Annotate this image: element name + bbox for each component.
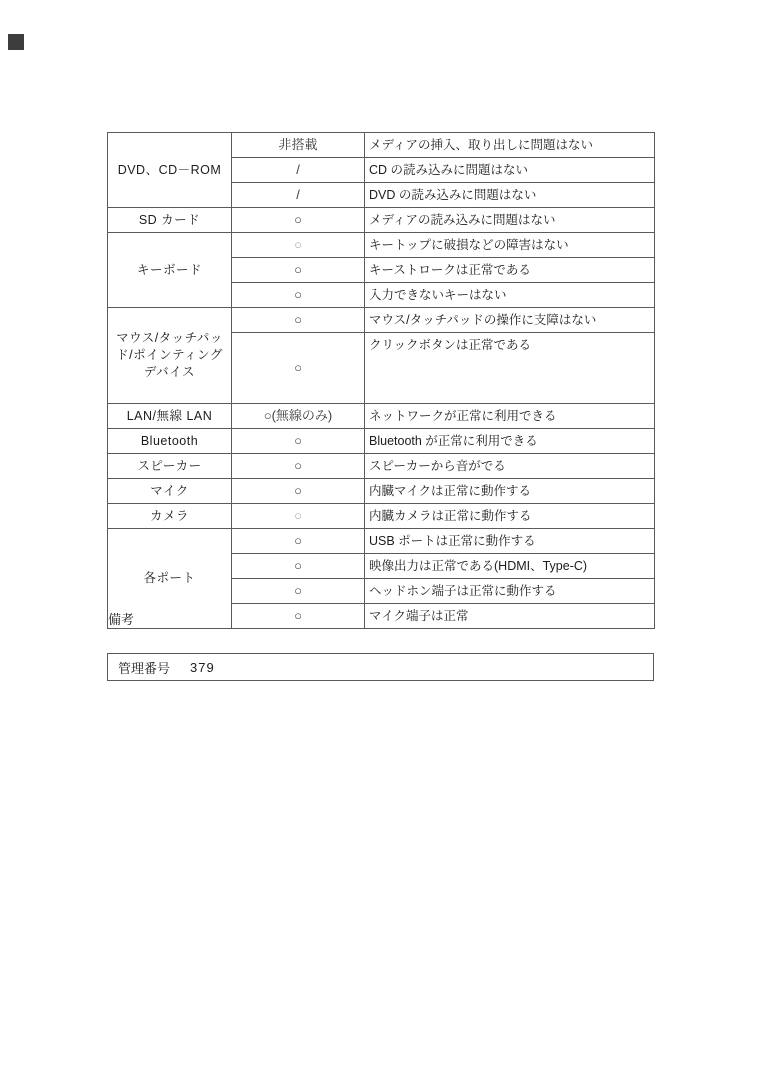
description-cell: スピーカーから音がでる xyxy=(365,454,655,479)
table-row xyxy=(108,308,655,333)
status-mark-cell: ○ xyxy=(232,579,365,604)
description-cell: キートップに破損などの障害はない xyxy=(365,233,655,258)
corner-mark xyxy=(8,34,24,50)
description-cell: 内臓カメラは正常に動作する xyxy=(365,504,655,529)
description-cell: クリックボタンは正常である xyxy=(365,333,655,404)
status-mark-cell: ○ xyxy=(232,208,365,233)
category-cell: マウス/タッチパッド/ポインティングデバイス xyxy=(108,308,232,404)
table-row xyxy=(108,133,655,158)
description-cell: 内臓マイクは正常に動作する xyxy=(365,479,655,504)
status-mark-cell: 非搭載 xyxy=(232,133,365,158)
table-row xyxy=(108,479,655,504)
status-mark-cell: ○ xyxy=(232,283,365,308)
description-cell: ネットワークが正常に利用できる xyxy=(365,404,655,429)
category-cell: LAN/無線 LAN xyxy=(108,404,232,429)
description-cell: メディアの挿入、取り出しに問題はない xyxy=(365,133,655,158)
category-cell: Bluetooth xyxy=(108,429,232,454)
inspection-table-wrap xyxy=(107,132,654,629)
description-cell: USB ポートは正常に動作する xyxy=(365,529,655,554)
description-cell: Bluetooth が正常に利用できる xyxy=(365,429,655,454)
status-mark-cell: ○(無線のみ) xyxy=(232,404,365,429)
status-mark-cell: / xyxy=(232,158,365,183)
description-cell: DVD の読み込みに問題はない xyxy=(365,183,655,208)
description-cell: マイク端子は正常 xyxy=(365,604,655,629)
status-mark-cell: / xyxy=(232,183,365,208)
category-cell: スピーカー xyxy=(108,454,232,479)
description-cell: 入力できないキーはない xyxy=(365,283,655,308)
notes-label: 備考 xyxy=(108,612,135,627)
status-mark-cell: ○ xyxy=(232,554,365,579)
table-row xyxy=(108,454,655,479)
table-row xyxy=(108,504,655,529)
description-cell: マウス/タッチパッドの操作に支障はない xyxy=(365,308,655,333)
category-cell: キーボード xyxy=(108,233,232,308)
inspection-table xyxy=(107,132,655,629)
table-row xyxy=(108,404,655,429)
status-mark-cell: ○ xyxy=(232,479,365,504)
table-row xyxy=(108,208,655,233)
description-cell: 映像出力は正常である(HDMI、Type-C) xyxy=(365,554,655,579)
status-mark-cell: ○ xyxy=(232,429,365,454)
table-row xyxy=(108,529,655,554)
admin-number-box xyxy=(107,653,654,681)
status-mark-cell: ○ xyxy=(232,504,365,529)
category-cell: マイク xyxy=(108,479,232,504)
description-cell: メディアの読み込みに問題はない xyxy=(365,208,655,233)
status-mark-cell: ○ xyxy=(232,308,365,333)
category-cell: SD カード xyxy=(108,208,232,233)
category-cell: 各ポート xyxy=(108,529,232,629)
status-mark-cell: ○ xyxy=(232,604,365,629)
description-cell: ヘッドホン端子は正常に動作する xyxy=(365,579,655,604)
admin-number-label: 管理番号 xyxy=(118,660,171,676)
status-mark-cell: ○ xyxy=(232,233,365,258)
description-cell: CD の読み込みに問題はない xyxy=(365,158,655,183)
table-row xyxy=(108,429,655,454)
description-cell: キーストロークは正常である xyxy=(365,258,655,283)
category-cell: カメラ xyxy=(108,504,232,529)
status-mark-cell: ○ xyxy=(232,529,365,554)
status-mark-cell: ○ xyxy=(232,333,365,404)
admin-number-value: 379 xyxy=(190,659,215,675)
table-row xyxy=(108,233,655,258)
status-mark-cell: ○ xyxy=(232,258,365,283)
category-cell: DVD、CD－ROM xyxy=(108,133,232,208)
status-mark-cell: ○ xyxy=(232,454,365,479)
